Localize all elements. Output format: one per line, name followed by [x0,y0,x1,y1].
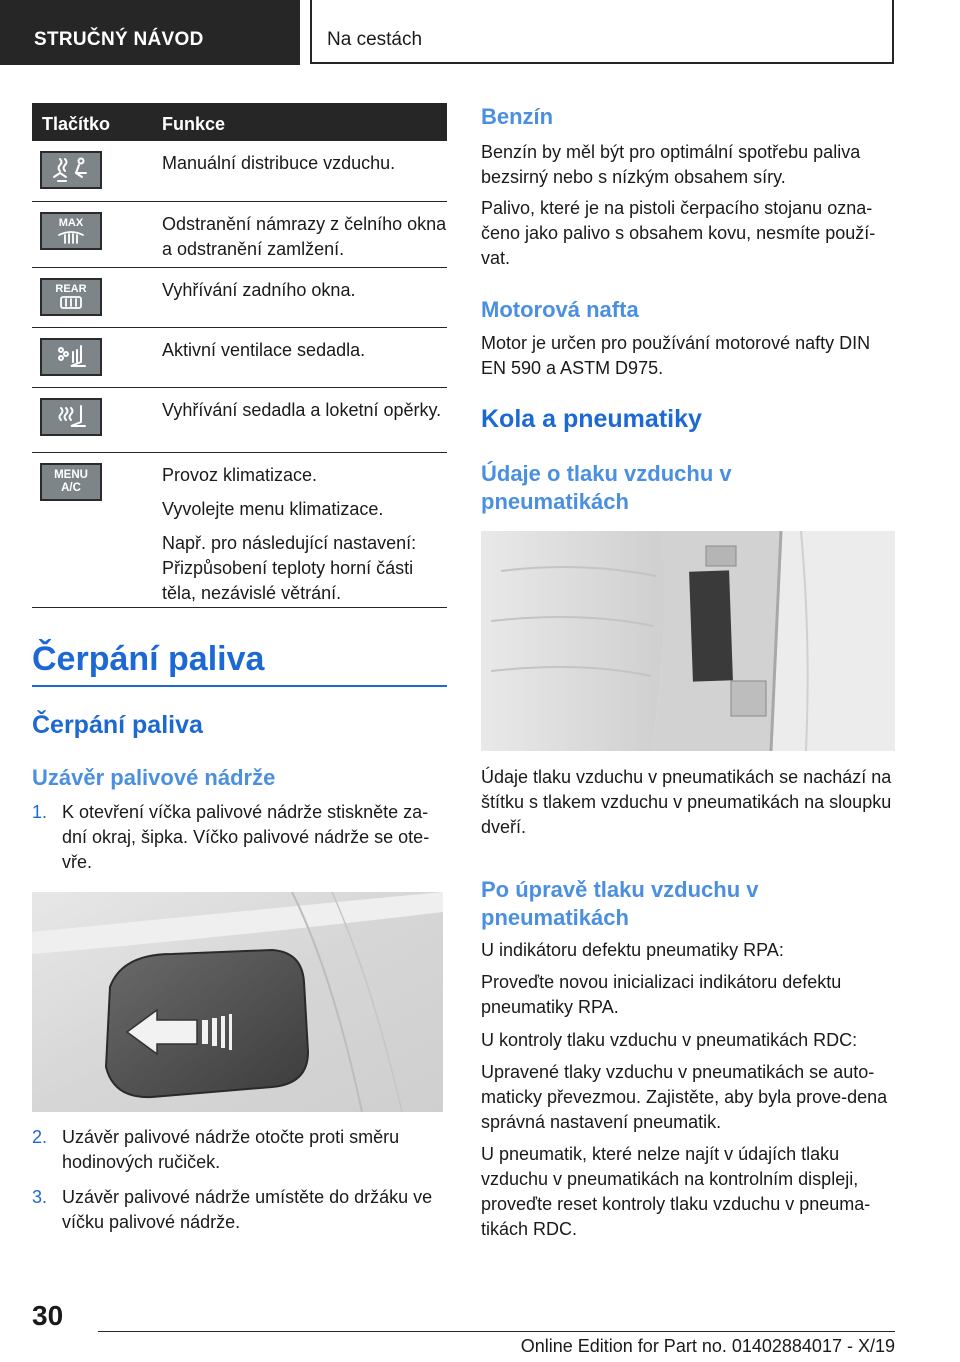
menu-ac-icon [40,463,102,501]
edition-footer: Online Edition for Part no. 01402884017 - X/19 [520,1336,895,1356]
heading-divider [32,685,447,687]
paragraph: Proveďte novou inicializaci indikátoru defektu pneumatiky RPA. [481,972,842,1017]
footer-divider [98,1331,895,1332]
page-number: 30 [32,1300,64,1331]
step-number: 2. [32,1127,48,1147]
list-item [32,800,447,880]
fuel-filler-flap-illustration [32,892,443,1112]
table-row [32,388,447,453]
step-text: K otevření víčka palivové nádrže stiskněte za‐dní okraj, šipka. Víčko palivové nádrže se ote‐vře. [62,802,430,872]
paragraph: Benzín by měl být pro optimální spotřebu paliva bezsirný nebo s nízkým obsahem síry. [481,142,861,187]
subsection-heading: Kola a pneumatiky [481,405,702,433]
paragraph: Údaje tlaku vzduchu v pneumatikách se nachází na štítku s tlakem vzduchu v pneumatikách na sloupku dveří. [481,767,892,837]
topic-heading: Po úpravě tlaku vzduchu v pneumatikách [481,877,759,930]
icon-label: A/C [61,482,81,494]
max-defrost-icon [40,212,102,250]
paragraph: U kontroly tlaku vzduchu v pneumatikách RDC: [481,1030,858,1050]
seat-heating-icon [40,398,102,436]
topic-heading: Motorová nafta [481,297,639,322]
section-tab [0,0,300,65]
list-item [32,1125,447,1177]
paragraph: U indikátoru defektu pneumatiky RPA: [481,940,784,960]
topic-heading: Údaje o tlaku vzduchu v pneumatikách [481,461,732,514]
paragraph: Motor je určen pro používání motorové nafty DIN EN 590 a ASTM D975. [481,333,871,378]
step-text: Uzávěr palivové nádrže otočte proti směru hodinových ručiček. [62,1127,400,1172]
table-header [32,103,447,141]
function-line: Např. pro následující nastavení: Přizpůsobení teploty horní části těla, nezávislé větrání. [162,533,417,603]
table-row [32,328,447,388]
function-line: Aktivní ventilace sedadla. [162,340,366,360]
air-distribution-icon [40,151,102,189]
function-text [162,278,447,312]
function-text [162,398,447,432]
function-text [162,212,447,271]
tire-pressure-label-illustration [481,531,895,751]
step-number: 1. [32,802,48,822]
column-header-button: Tlačítko [42,114,111,134]
function-line: Odstranění námrazy z čelního okna a odstranění zamlžení. [162,214,447,259]
icon-label: MAX [58,217,84,229]
function-text [162,463,447,615]
paragraph: Palivo, které je na pistoli čerpacího stojanu ozna‐čeno jako palivo s obsahem kovu, nesmíte použí‐vat. [481,198,876,268]
seat-ventilation-icon [40,338,102,376]
function-line: Manuální distribuce vzduchu. [162,153,396,173]
paragraph: Upravené tlaky vzduchu v pneumatikách se auto‐maticky převezmou. Zajistěte, aby byla prove‐dena správná nastavení pneumatik. [481,1062,888,1132]
table-row [32,141,447,202]
table-row [32,268,447,328]
step-text: Uzávěr palivové nádrže umístěte do držáku ve víčku palivové nádrže. [62,1187,433,1232]
function-line: Vyhřívání sedadla a loketní opěrky. [162,400,442,420]
subsection-heading: Čerpání paliva [32,711,203,739]
icon-label: MENU [54,469,88,481]
button-function-table [32,103,447,608]
list-item [32,1185,447,1237]
table-row [32,453,447,608]
topic-heading: Uzávěr palivové nádrže [32,765,276,790]
table-row [32,202,447,268]
function-text [162,151,447,185]
icon-label: REAR [55,283,87,295]
function-line: Vyvolejte menu klimatizace. [162,499,384,519]
section-heading: Čerpání paliva [32,640,265,678]
topic-heading: Benzín [481,104,554,129]
function-line: Provoz klimatizace. [162,465,318,485]
chapter-tab [310,0,894,64]
rear-window-defrost-icon [40,278,102,316]
chapter-title: Na cestách [327,29,423,50]
function-text [162,338,447,372]
column-header-function: Funkce [162,114,226,134]
section-title: STRUČNÝ NÁVOD [34,29,204,50]
function-line: Vyhřívání zadního okna. [162,280,356,300]
step-number: 3. [32,1187,48,1207]
paragraph: U pneumatik, které nelze najít v údajích tlaku vzduchu v pneumatikách na kontrolním displeji, proveďte reset kontroly tlaku vzduchu v pneuma‐tikách RDC. [481,1144,871,1239]
